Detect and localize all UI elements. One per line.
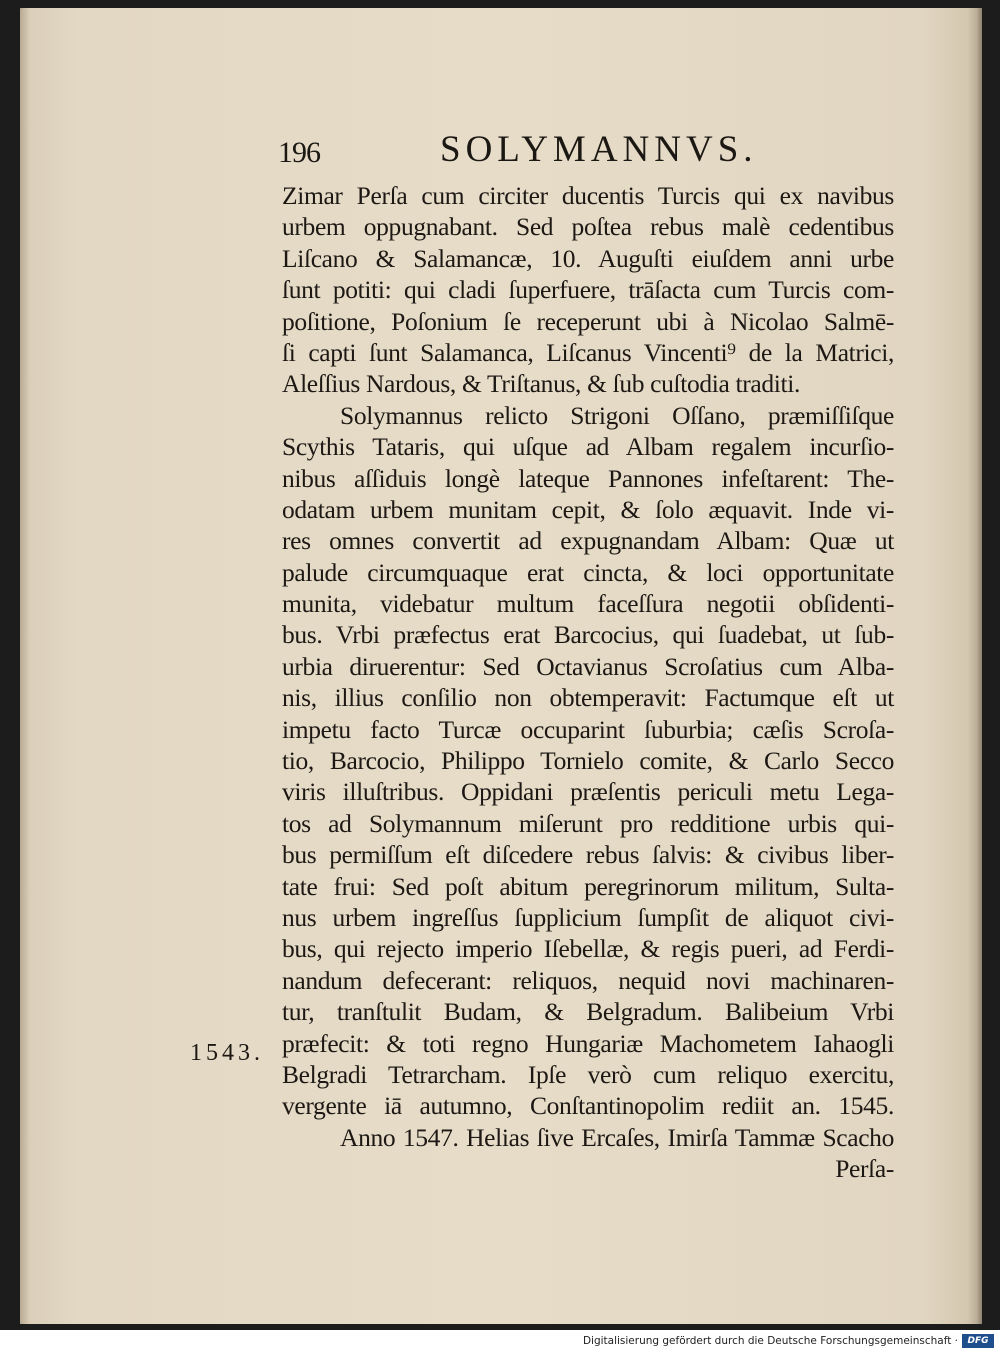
text-line: urbem oppugnabant. Sed poſtea rebus malè cedentibus xyxy=(282,212,894,242)
text-line: res omnes convertit ad expugnandam Albam: Quæ ut xyxy=(282,526,894,556)
text-line: impetu facto Turcæ occuparint ſuburbia; cæſis Scroſa- xyxy=(282,714,894,744)
text-line: ſunt potiti: qui cladi ſuperfuere, trāſacta cum Turcis com- xyxy=(282,275,894,305)
text-line: nandum defecerant: reliquos, nequid novi machinaren- xyxy=(282,965,894,995)
text-line: nus urbem ingreſſus ſupplicium ſumpſit de aliquot civi- xyxy=(282,902,894,932)
text-line: ſi capti ſunt Salamanca, Liſcanus Vincenti⁹ de la Matrici, xyxy=(282,337,894,367)
page-edge-shadow xyxy=(968,8,982,1324)
page-header xyxy=(0,128,1000,178)
body-text xyxy=(282,180,894,1185)
text-line: bus permiſſum eſt diſcedere rebus ſalvis: & civibus liber- xyxy=(282,840,894,870)
running-head: SOLYMANNVS. xyxy=(440,129,758,170)
text-line: viris illuſtribus. Oppidani præſentis periculi metu Lega- xyxy=(282,777,894,807)
page-gutter-shadow xyxy=(20,8,30,1324)
text-line: palude circumquaque erat cincta, & loci opportunitate xyxy=(282,557,894,587)
text-line: Liſcano & Salamancæ, 10. Auguſti eiuſdem anni urbe xyxy=(282,243,894,273)
text-line: bus. Vrbi præfectus erat Barcocius, qui ſuadebat, ut ſub- xyxy=(282,620,894,650)
text-line: odatam urbem munitam cepit, & ſolo æquavit. Inde vi- xyxy=(282,494,894,524)
text-line: Anno 1547. Helias ſive Ercaſes, Imirſa Tammæ Scacho xyxy=(340,1122,894,1152)
text-line: Zimar Perſa cum circiter ducentis Turcis qui ex navibus xyxy=(282,181,894,210)
text-line: tio, Barcocio, Philippo Tornielo comite, & Carlo Secco xyxy=(282,746,894,776)
text-line: Scythis Tataris, qui uſque ad Albam regalem incurſio- xyxy=(282,432,894,462)
text-line: nis, illius conſilio non obtemperavit: Factumque eſt ut xyxy=(282,683,894,713)
text-line: Aleſſius Nardous, & Triſtanus, & ſub cuſtodia traditi. xyxy=(282,369,800,399)
catchword: Perſa- xyxy=(835,1154,894,1184)
text-line: præfecit: & toti regno Hungariæ Machometem Iahaogli xyxy=(282,1028,894,1058)
text-line: Belgradi Tetrarcham. Ipſe verò cum reliquo exercitu, xyxy=(282,1059,894,1089)
text-line: tur, tranſtulit Budam, & Belgradum. Balibeium Vrbi xyxy=(282,997,894,1027)
digitization-footer xyxy=(0,1332,1000,1352)
text-line: tos ad Solymannum miſerunt pro redditione urbis qui- xyxy=(282,808,894,838)
text-line: Solymannus relicto Strigoni Oſſano, præmiſſiſque xyxy=(340,400,894,430)
text-line: munita, videbatur multum faceſſura negotii obſidenti- xyxy=(282,589,894,619)
funding-credit: Digitalisierung gefördert durch die Deutsche Forschungsgemeinschaft · xyxy=(582,1335,958,1347)
text-line: vergente iā autumno, Conſtantinopolim rediit an. 1545. xyxy=(282,1091,894,1121)
dfg-logo: DFG xyxy=(962,1334,994,1348)
text-line: bus, qui rejecto imperio Iſebellæ, & regis pueri, ad Ferdi- xyxy=(282,934,894,964)
margin-note-year: 1543. xyxy=(190,1040,264,1066)
text-line: urbia diruerentur: Sed Octavianus Scroſatius cum Alba- xyxy=(282,651,894,681)
text-line: nibus aſſiduis longè lateque Pannones infeſtarent: The- xyxy=(282,463,894,493)
text-line: tate frui: Sed poſt abitum peregrinorum militum, Sulta- xyxy=(282,871,894,901)
text-line: poſitione, Poſonium ſe receperunt ubi à Nicolao Salmē- xyxy=(282,306,894,336)
page-number: 196 xyxy=(278,136,320,169)
